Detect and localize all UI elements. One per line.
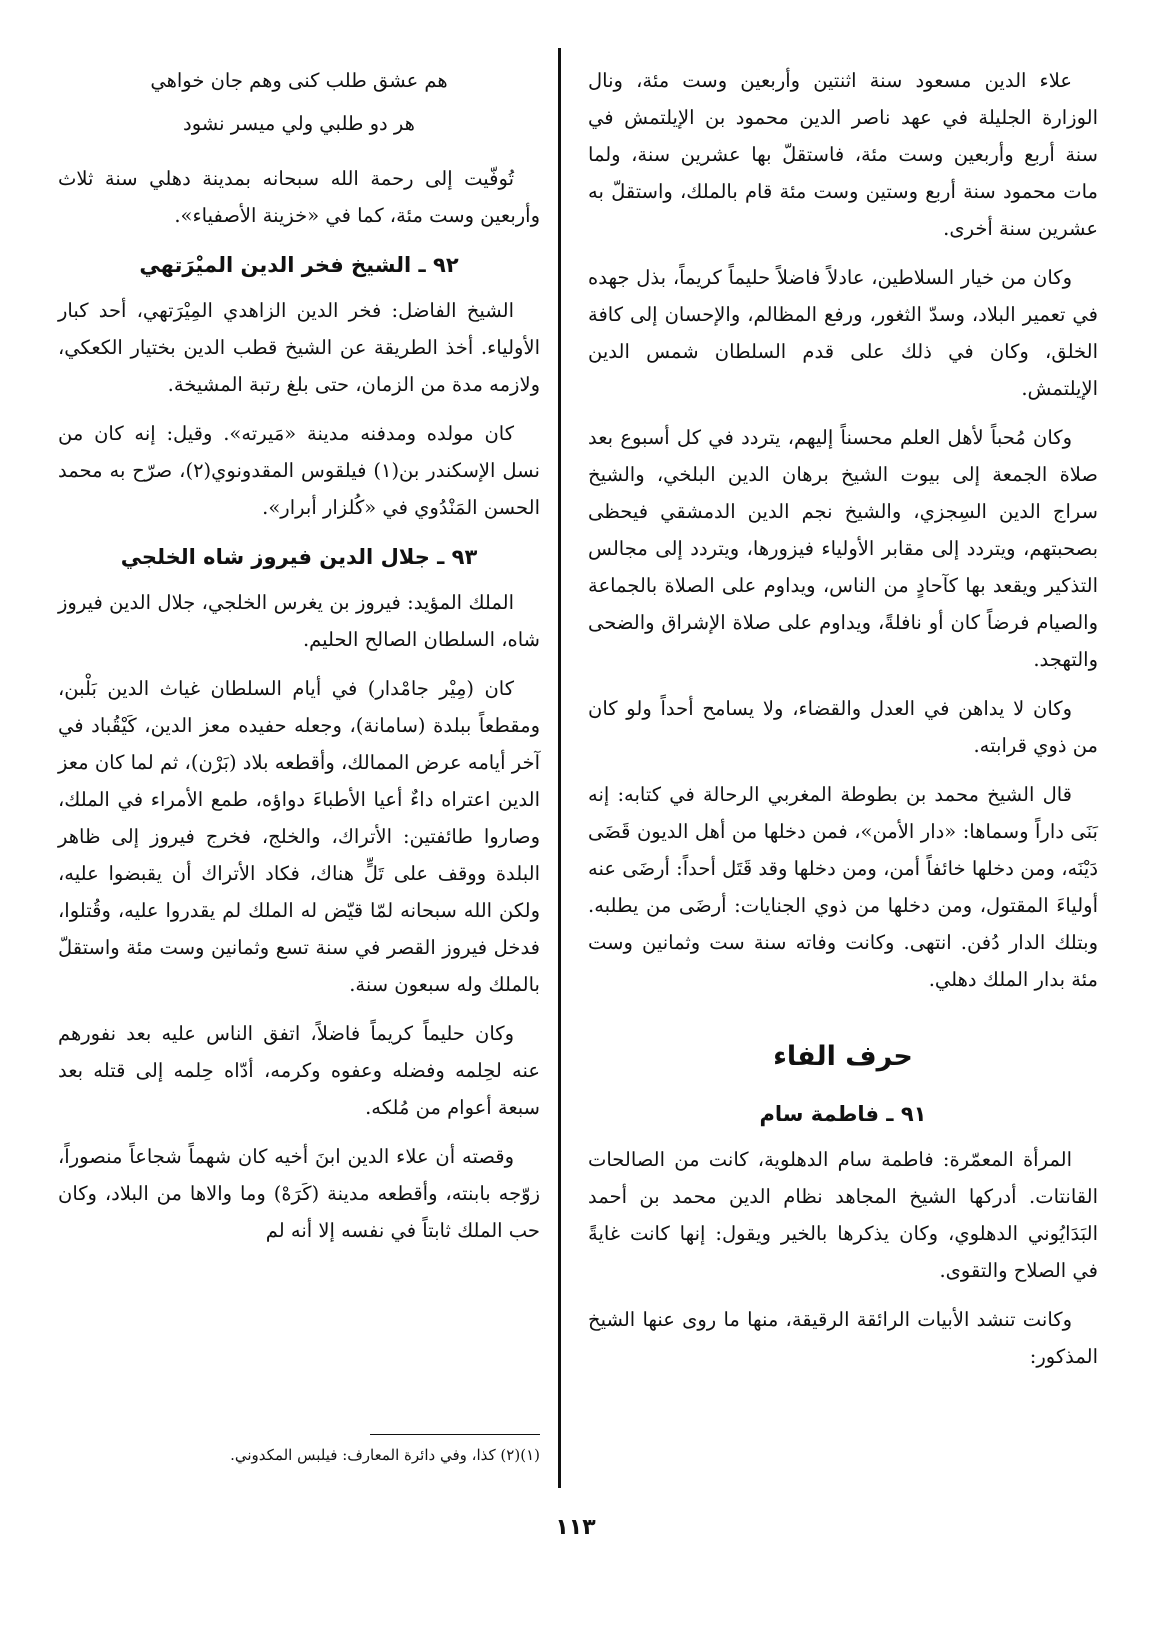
paragraph: كان مولده ومدفنه مدينة «مَيرته». وقيل: إنه كان من نسل الإسكندر بن(١) فيلقوس المقدونوي(٢)، صرّح به محمد الحسن المَنْدُوي في «كُلزار أبرار».: [58, 422, 540, 519]
page-number: ١١٣: [555, 1515, 596, 1540]
entry-heading-91: ٩١ ـ فاطمة سام: [759, 1102, 927, 1126]
entry-heading-93: ٩٣ ـ جلال الدين فيروز شاه الخلجي: [120, 545, 478, 569]
paragraph: وكان من خيار السلاطين، عادلاً فاضلاً حليماً كريماً، بذل جهده في تعمير البلاد، وسدّ الثغور، ورفع المظالم، والإحسان إلى كافة الخلق، وكان في ذلك على قدم السلطان شمس الدين الإيلتمش.: [588, 266, 1098, 400]
paragraph: وقصته أن علاء الدين ابنَ أخيه كان شهماً شجاعاً منصوراً، زوّجه بابنته، وأقطعه مدينة (كَرَهْ) وما والاها من البلاد، وكان حب الملك ثابتاً في نفسه إلا أنه لم: [58, 1145, 540, 1242]
entry-heading-92: ٩٢ ـ الشيخ فخر الدين الميْرَتهي: [139, 253, 459, 277]
column-divider: [558, 48, 561, 1488]
paragraph: علاء الدين مسعود سنة اثنتين وأربعين وست مئة، ونال الوزارة الجليلة في عهد ناصر الدين محمود بن الإيلتمش في سنة أربع وأربعين وست مئة، فاستقلّ بها عشرين سنة، ولما مات محمود سنة أربع وستين وست مئة قام بالملك، واستقلّ به عشرين سنة أخرى.: [588, 69, 1098, 240]
paragraph: تُوفّيت إلى رحمة الله سبحانه بمدينة دهلي سنة ثلاث وأربعين وست مئة، كما في «خزينة الأصفياء».: [58, 167, 540, 227]
paragraph: وكانت تنشد الأبيات الرائقة الرقيقة، منها ما روى عنها الشيخ المذكور:: [588, 1308, 1098, 1368]
paragraph: وكان مُحباً لأهل العلم محسناً إليهم، يتردد في كل أسبوع بعد صلاة الجمعة إلى بيوت الشيخ برهان الدين البلخي، والشيخ سراج الدين السِجزي، والشيخ نجم الدين الدمشقي فيحظى بصحبتهم، ويتردد إلى مقابر الأولياء فيزورها، ويتردد إلى مجالس التذكير ويقعد بها كآحادٍ من الناس، ويداوم على الصلاة بالجماعة والصيام فرضاً كان أو نافلةً، ويداوم على صلاة الإشراق والضحى والتهجد.: [588, 426, 1098, 671]
paragraph: الملك المؤيد: فيروز بن يغرس الخلجي، جلال الدين فيروز شاه، السلطان الصالح الحليم.: [58, 591, 540, 651]
left-column: [58, 62, 540, 1261]
paragraph: قال الشيخ محمد بن بطوطة المغربي الرحالة في كتابه: إنه بَنَى داراً وسماها: «دار الأمن»، فمن دخلها من أهل الديون قَضَى دَيْنَه، ومن دخلها خائفاً أمن، ومن دخلها وقد قَتَل أحداً: أرضَى عنه أولياءَ المقتول، ومن دخلها من ذوي الجنايات: أرضَى من يطلبه. وبتلك الدار دُفن. انتهى. وكانت وفاته سنة ست وثمانين وست مئة بدار الملك دهلي.: [588, 783, 1098, 991]
right-column: [588, 62, 1098, 1387]
paragraph: وكان لا يداهن في العدل والقضاء، ولا يسامح أحداً ولو كان من ذوي قرابته.: [588, 697, 1098, 757]
paragraph: المرأة المعمّرة: فاطمة سام الدهلوية، كانت من الصالحات القانتات. أدركها الشيخ المجاهد نظام الدين محمد بن أحمد البَدَايُوني الدهلوي، وكان يذكرها بالخير ويقول: إنها كانت غايةً في الصلاح والتقوى.: [588, 1148, 1098, 1282]
paragraph: الشيخ الفاضل: فخر الدين الزاهدي المِيْرَتهي، أحد كبار الأولياء. أخذ الطريقة عن الشيخ قطب الدين بختيار الكعكي، ولازمه مدة من الزمان، حتى بلغ رتبة المشيخة.: [58, 299, 540, 396]
letter-section-heading: حرف الفاء: [773, 1041, 913, 1072]
paragraph: كان (مِيْر جامْدار) في أيام السلطان غياث الدين بَلْبن، ومقطعاً ببلدة (سامانة)، وجعله حفيده معز الدين، كَيْقُباد في آخر أيامه عرض الممالك، وأقطعه بلاد (بَرْن)، ثم لما كان معز الدين اعتراه داءٌ أعيا الأطباءَ دواؤه، طمع الأمراء في الملك، وصاروا طائفتين: الأتراك، والخلج، فخرج فيروز إلى ظاهر البلدة ووقف على تَلٍّ هناك، فكاد الأتراك أن يقبضوا عليه، ولكن الله سبحانه لمّا قيّض له الملك لم يقدروا عليه، وقُتلوا، فدخل فيروز القصر في سنة تسع وثمانين وست مئة واستقلّ بالملك وله سبعون سنة.: [58, 677, 540, 996]
footnote: (١)(٢) كذا، وفي دائرة المعارف: فيلبس المكدوني.: [230, 1446, 540, 1464]
paragraph: وكان حليماً كريماً فاضلاً، اتفق الناس عليه بعد نفورهم عنه لحِلمه وفضله وعفوه وكرمه، أدّاه حِلمه إلى قتله بعد سبعة أعوام من مُلكه.: [58, 1022, 540, 1119]
poem-verse: هم عشق طلب كنى وهم جان خواهي: [150, 69, 448, 92]
poem-verse: هر دو طلبي ولي ميسر نشود: [183, 112, 415, 135]
footnote-rule: [370, 1434, 540, 1435]
